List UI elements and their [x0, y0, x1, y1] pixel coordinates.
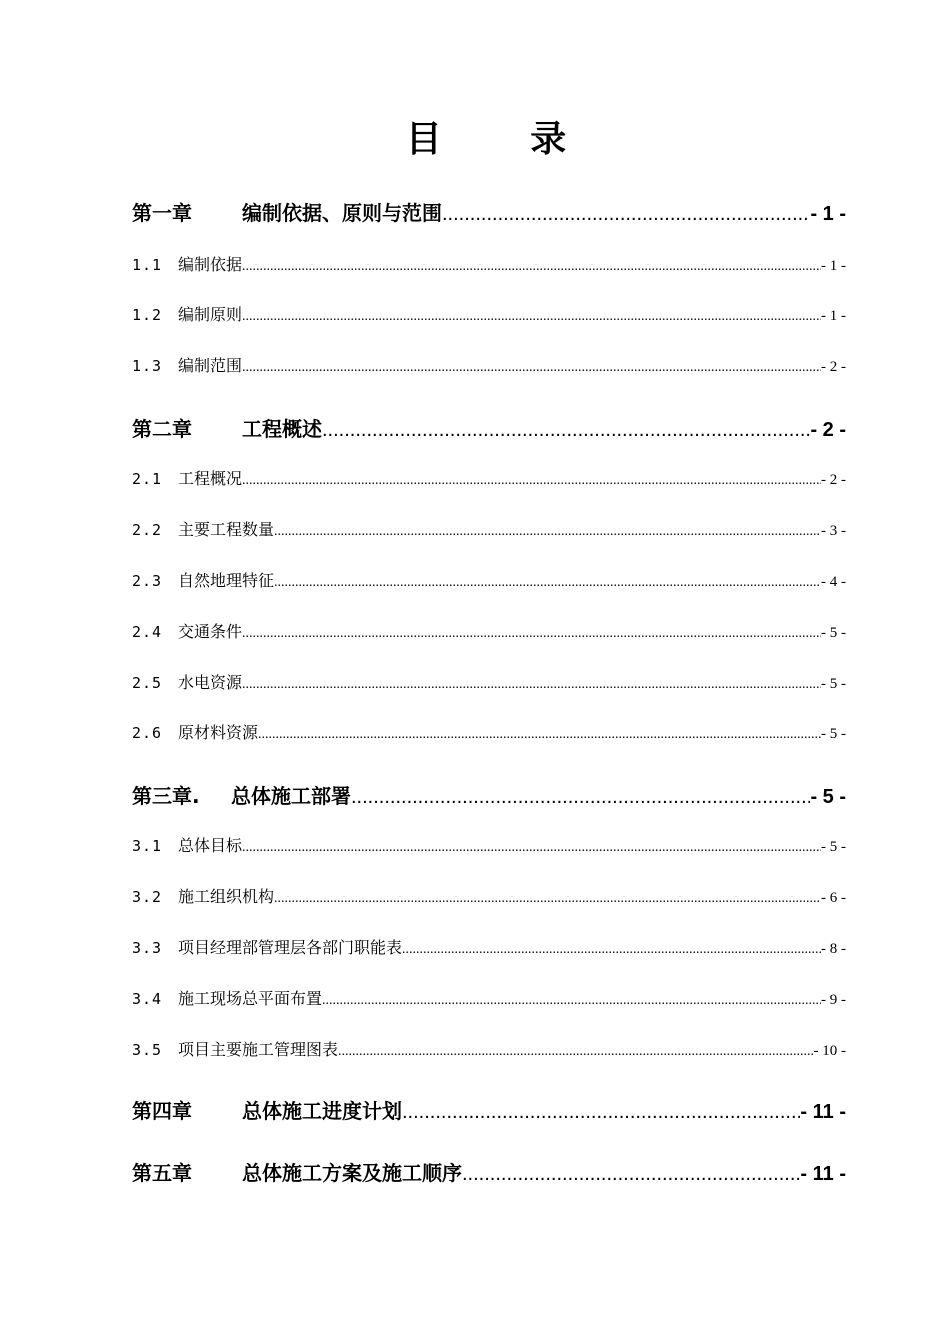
toc-dot-leader	[322, 989, 821, 1011]
toc-section-1-1[interactable]	[132, 253, 846, 277]
toc-section-2-6[interactable]	[132, 721, 846, 745]
toc-section-2-2[interactable]	[132, 518, 846, 542]
toc-entry-page: - 8 -	[821, 941, 846, 957]
toc-entry-label: 交通条件	[178, 622, 243, 641]
toc-entry-page: - 9 -	[821, 992, 846, 1008]
toc-entry-label: 工程概况	[178, 469, 243, 488]
toc-chapter-2[interactable]	[132, 414, 846, 444]
toc-entry-page: - 1 -	[810, 203, 846, 225]
toc-entry-number: 2.4	[132, 623, 163, 641]
toc-dot-leader	[242, 469, 821, 491]
toc-dot-leader	[351, 782, 810, 811]
toc-entry-number: 3.4	[132, 990, 163, 1008]
toc-entry-label: 编制原则	[178, 305, 243, 324]
toc-entry-page: - 5 -	[821, 726, 846, 742]
toc-dot-leader	[242, 356, 821, 378]
toc-entry-page: - 2 -	[821, 472, 846, 488]
toc-entry-number: 第三章.	[132, 784, 200, 808]
toc-entry-label: 主要工程数量	[178, 520, 275, 539]
toc-dot-leader	[462, 1159, 800, 1188]
toc-entry-page: - 3 -	[821, 523, 846, 539]
toc-entry-label: 原材料资源	[178, 723, 259, 742]
toc-dot-leader	[402, 1097, 800, 1126]
toc-dot-leader	[322, 415, 810, 444]
toc-entry-number: 2.1	[132, 470, 163, 488]
toc-chapter-3[interactable]	[132, 781, 846, 811]
toc-entry-label: 项目经理部管理层各部门职能表	[178, 938, 403, 957]
toc-entry-number: 第五章	[132, 1161, 192, 1185]
toc-entry-label: 总体施工部署	[231, 784, 351, 808]
toc-entry-label: 施工组织机构	[178, 887, 275, 906]
toc-dot-leader	[274, 520, 821, 542]
toc-chapter-1[interactable]	[132, 198, 846, 228]
toc-entry-number: 2.2	[132, 521, 163, 539]
toc-section-2-1[interactable]	[132, 467, 846, 491]
toc-dot-leader	[242, 836, 821, 858]
toc-list	[132, 0, 846, 1342]
page-title: 目 录	[405, 119, 605, 160]
toc-entry-number: 2.3	[132, 572, 163, 590]
toc-entry-number: 1.3	[132, 357, 163, 375]
toc-entry-page: - 11 -	[800, 1163, 846, 1185]
toc-entry-page: - 6 -	[821, 890, 846, 906]
toc-entry-label: 编制依据	[178, 255, 243, 274]
toc-entry-label: 项目主要施工管理图表	[178, 1040, 339, 1059]
toc-entry-number: 2.5	[132, 674, 163, 692]
toc-entry-page: - 10 -	[813, 1043, 846, 1059]
toc-dot-leader	[242, 305, 821, 327]
toc-entry-number: 3.3	[132, 939, 163, 957]
toc-entry-label: 编制范围	[178, 356, 243, 375]
toc-entry-page: - 2 -	[810, 419, 846, 441]
toc-entry-page: - 5 -	[821, 676, 846, 692]
toc-entry-label: 自然地理特征	[178, 571, 275, 590]
toc-dot-leader	[274, 887, 821, 909]
toc-entry-page: - 5 -	[810, 786, 846, 808]
toc-entry-number: 3.2	[132, 888, 163, 906]
toc-entry-page: - 5 -	[821, 625, 846, 641]
toc-dot-leader	[338, 1040, 813, 1062]
toc-entry-label: 编制依据、原则与范围	[242, 201, 442, 225]
toc-dot-leader	[242, 255, 821, 277]
toc-section-1-2[interactable]	[132, 303, 846, 327]
toc-chapter-5[interactable]	[132, 1158, 846, 1188]
toc-dot-leader	[274, 571, 821, 593]
toc-dot-leader	[258, 723, 821, 745]
toc-entry-page: - 4 -	[821, 574, 846, 590]
toc-entry-number: 2.6	[132, 724, 163, 742]
toc-entry-page: - 1 -	[821, 258, 846, 274]
toc-entry-number: 3.1	[132, 837, 163, 855]
toc-section-1-3[interactable]	[132, 354, 846, 378]
toc-entry-page: - 2 -	[821, 359, 846, 375]
toc-section-3-1[interactable]	[132, 834, 846, 858]
toc-entry-label: 施工现场总平面布置	[178, 989, 323, 1008]
toc-dot-leader	[442, 199, 810, 228]
toc-entry-number: 第二章	[132, 417, 192, 441]
toc-section-3-5[interactable]	[132, 1038, 846, 1062]
toc-entry-label: 总体施工进度计划	[242, 1099, 402, 1123]
toc-dot-leader	[242, 673, 821, 695]
toc-section-2-4[interactable]	[132, 620, 846, 644]
toc-section-3-2[interactable]	[132, 885, 846, 909]
toc-section-2-3[interactable]	[132, 569, 846, 593]
toc-entry-number: 1.1	[132, 256, 163, 274]
toc-entry-label: 工程概述	[242, 417, 322, 441]
toc-entry-number: 3.5	[132, 1041, 163, 1059]
toc-entry-label: 总体施工方案及施工顺序	[242, 1161, 462, 1185]
toc-entry-page: - 5 -	[821, 839, 846, 855]
toc-entry-page: - 1 -	[821, 308, 846, 324]
toc-dot-leader	[242, 622, 821, 644]
toc-entry-number: 第一章	[132, 201, 192, 225]
toc-entry-label: 总体目标	[178, 836, 243, 855]
toc-entry-number: 1.2	[132, 306, 163, 324]
toc-dot-leader	[402, 938, 821, 960]
toc-section-3-4[interactable]	[132, 987, 846, 1011]
toc-entry-page: - 11 -	[800, 1101, 846, 1123]
toc-entry-number: 第四章	[132, 1099, 192, 1123]
toc-section-3-3[interactable]	[132, 936, 846, 960]
toc-section-2-5[interactable]	[132, 671, 846, 695]
toc-chapter-4[interactable]	[132, 1096, 846, 1126]
toc-entry-label: 水电资源	[178, 673, 243, 692]
